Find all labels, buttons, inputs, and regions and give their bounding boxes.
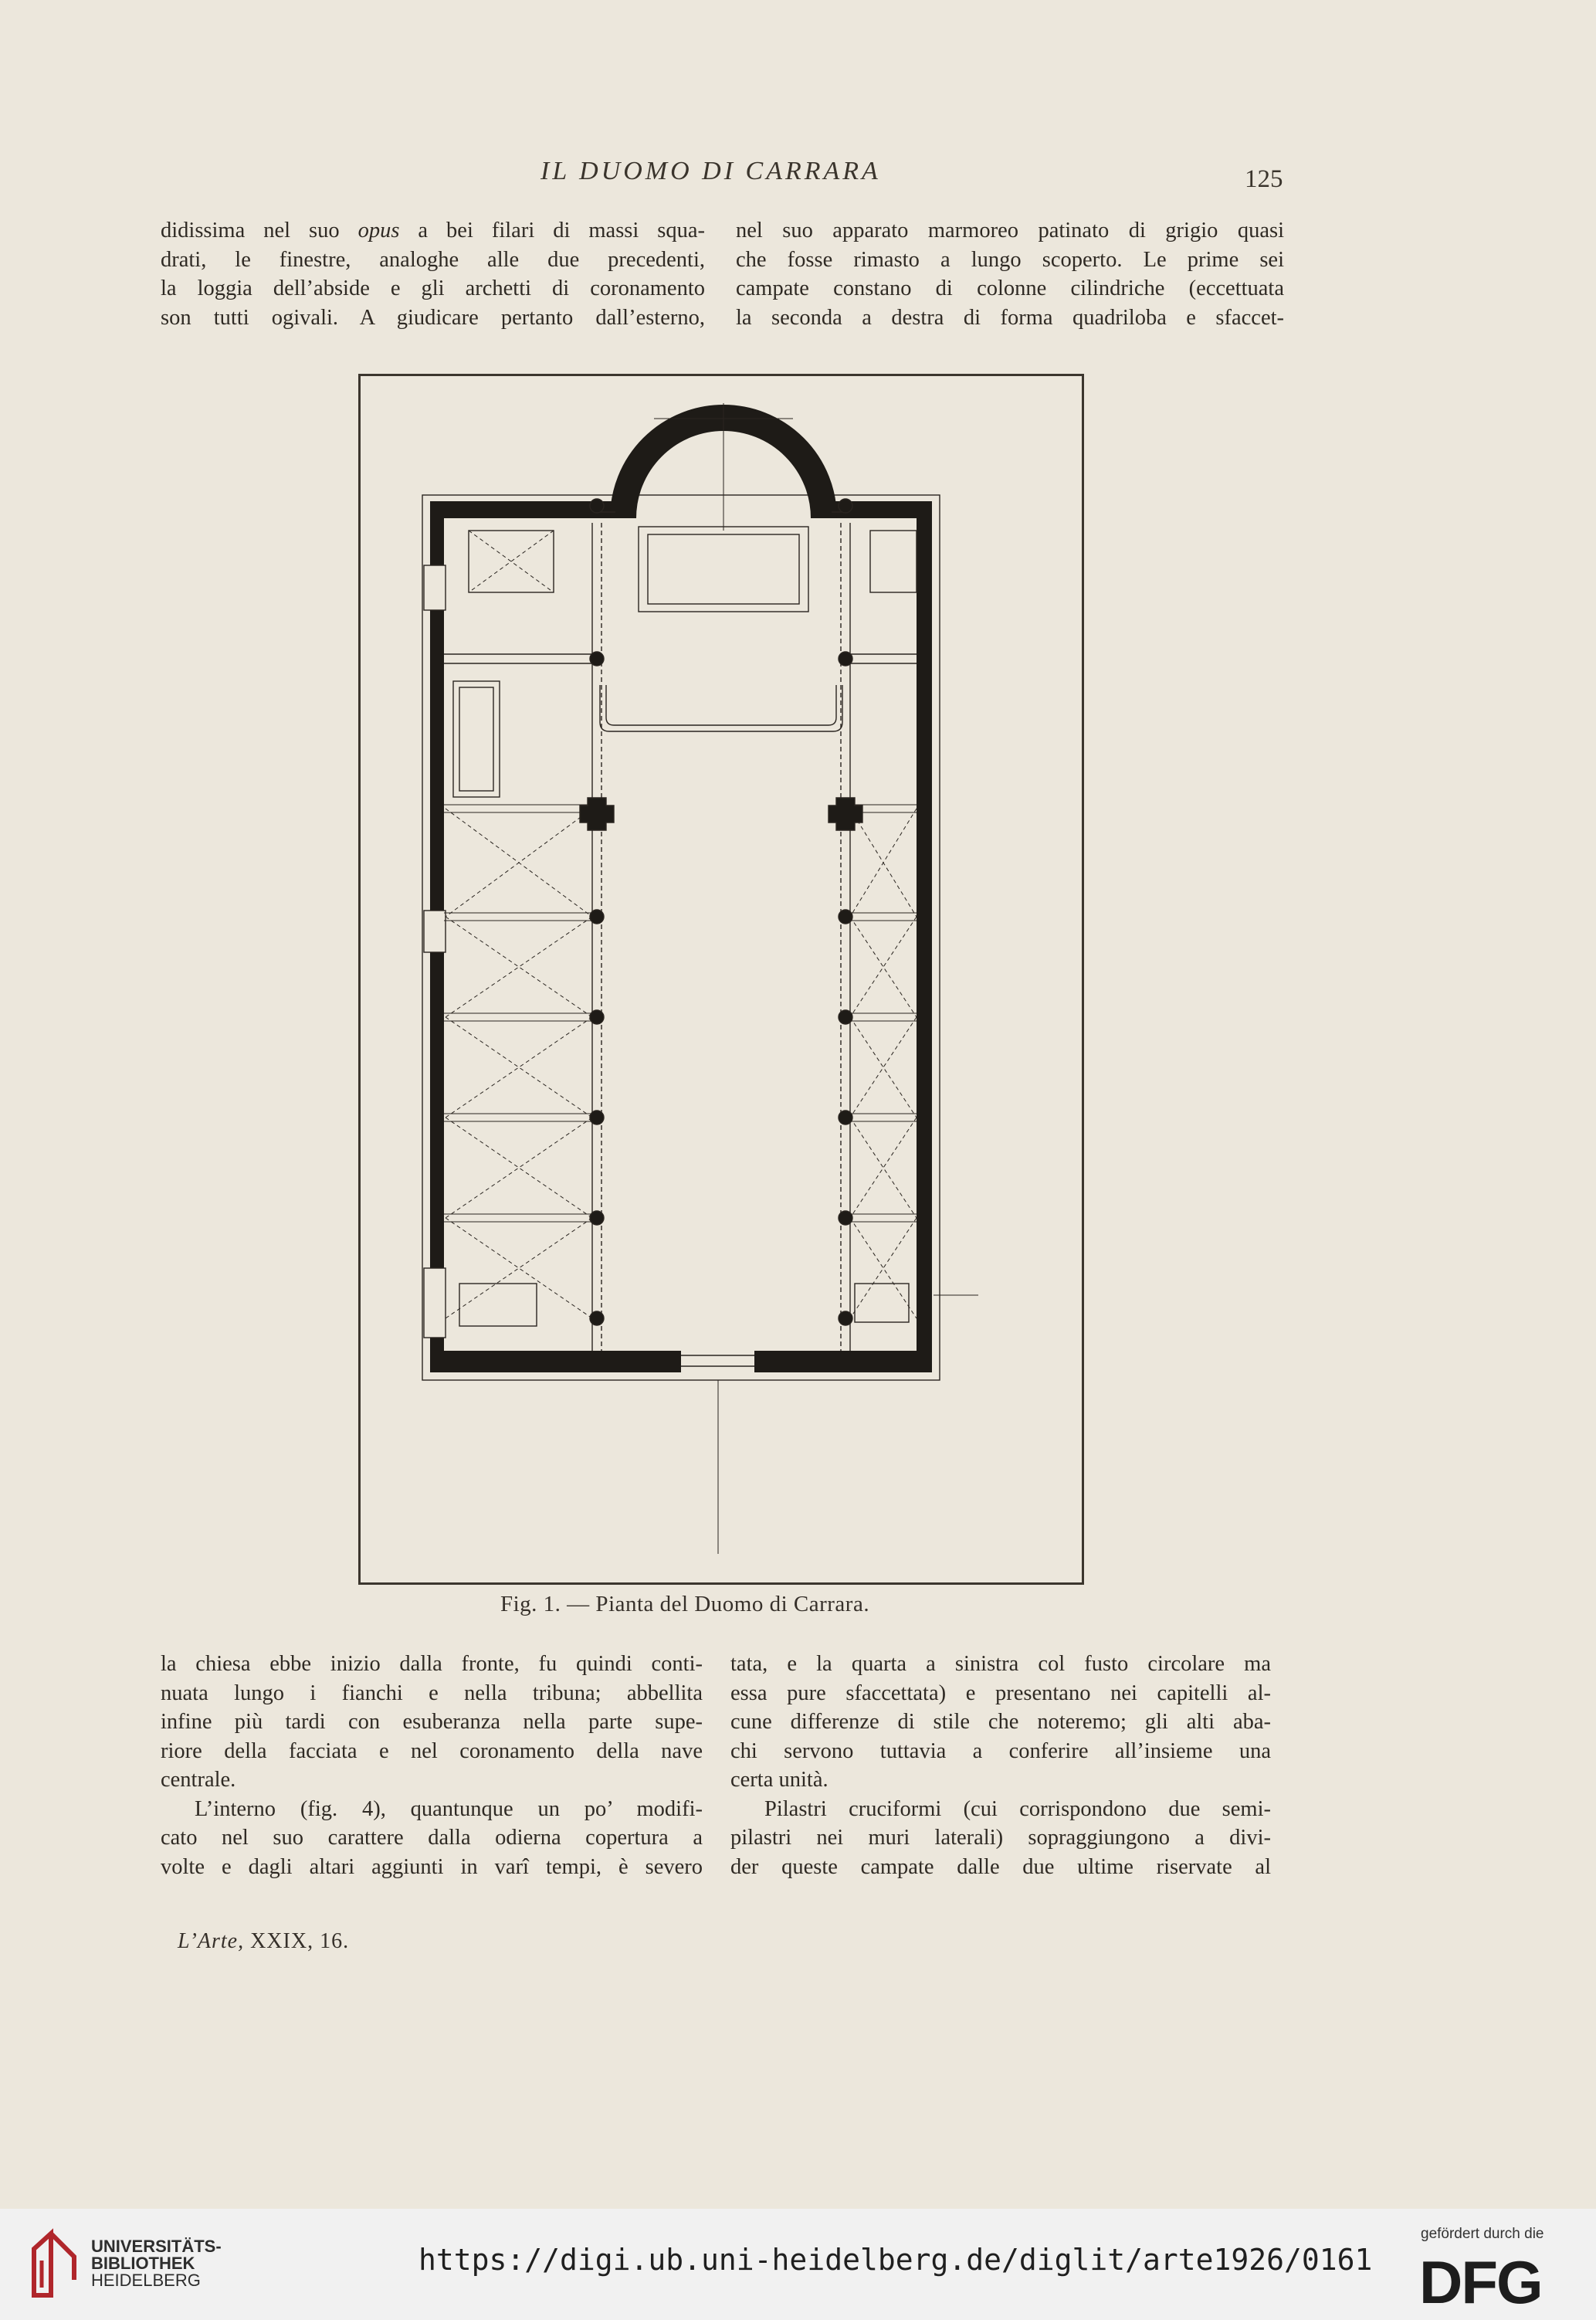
- running-header: IL DUOMO DI CARRARA: [540, 157, 881, 185]
- institution-line: HEIDELBERG: [91, 2271, 201, 2290]
- text-line: drati, le finestre, analoghe alle due precedenti,: [161, 247, 705, 272]
- bottom-left-column: [161, 1650, 703, 1881]
- text-line: riore della facciata e nel coronamento della nave: [161, 1738, 703, 1763]
- journal-title: L’Arte,: [178, 1929, 245, 1953]
- bottom-right-column: [730, 1650, 1271, 1881]
- text-line: son tutti ogivali. A giudicare pertanto dall’esterno,: [161, 305, 705, 330]
- text-line: Pilastri cruciformi (cui corrispondono due semi-: [764, 1796, 1271, 1821]
- page-number: 125: [1245, 165, 1283, 193]
- journal-reference: [178, 1929, 349, 1954]
- dfg-logo: DFG: [1419, 2248, 1542, 2316]
- text-line: la seconda a destra di forma quadriloba e sfaccet-: [736, 305, 1284, 330]
- university-library-logo-icon: [28, 2226, 82, 2303]
- top-left-column: [161, 216, 705, 332]
- volume-ref: XXIX, 16.: [250, 1929, 350, 1953]
- permalink-url[interactable]: https://digi.ub.uni-heidelberg.de/diglit/arte1926/0161: [418, 2243, 1373, 2277]
- text-line: L’interno (fig. 4), quantunque un po’ modifi-: [195, 1796, 703, 1821]
- text-line: nuata lungo i fianchi e nella tribuna; abbellita: [161, 1681, 703, 1705]
- text-line: volte e dagli altari aggiunti in varî tempi, è severo: [161, 1854, 703, 1879]
- text-line: la chiesa ebbe inizio dalla fronte, fu quindi conti-: [161, 1652, 703, 1676]
- text-line: la loggia dell’abside e gli archetti di coronamento: [161, 276, 705, 300]
- text-line: cune differenze di stile che noteremo; gli alti aba-: [730, 1710, 1271, 1734]
- text-line: chi servono tuttavia a conferire all’insieme una: [730, 1738, 1271, 1763]
- institution-line: UNIVERSITÄTS-: [91, 2237, 222, 2256]
- institution-line: BIBLIOTHEK: [91, 2254, 195, 2273]
- text-line: campate constano di colonne cilindriche (eccettuata: [736, 276, 1284, 300]
- text-line: che fosse rimasto a lungo scoperto. Le prime sei: [736, 247, 1284, 272]
- text-line: essa pure sfaccettata) e presentano nei capitelli al-: [730, 1681, 1271, 1705]
- funder-label: gefördert durch die: [1421, 2226, 1544, 2242]
- floor-plan-drawing: [361, 376, 1082, 1582]
- top-right-column: [736, 216, 1284, 332]
- text-line: centrale.: [161, 1768, 236, 1792]
- text-line: cato nel suo carattere dalla odierna copertura a: [161, 1826, 703, 1850]
- text-line: didissima nel suo opus a bei filari di massi squa-: [161, 219, 705, 243]
- viewer-footer-bar: [0, 2209, 1596, 2320]
- text-line: der queste campate dalle due ultime riservate al: [730, 1854, 1271, 1879]
- figure-caption: Fig. 1. — Pianta del Duomo di Carrara.: [500, 1592, 870, 1616]
- institution-name: [91, 2238, 222, 2289]
- text-line: pilastri nei muri laterali) sopraggiungono a divi-: [730, 1826, 1271, 1850]
- text-line: nel suo apparato marmoreo patinato di grigio quasi: [736, 219, 1284, 243]
- text-line: tata, e la quarta a sinistra col fusto circolare ma: [730, 1652, 1271, 1676]
- text-line: infine più tardi con esuberanza nella parte supe-: [161, 1710, 703, 1734]
- text-line: certa unità.: [730, 1768, 828, 1792]
- figure-frame: [358, 374, 1084, 1585]
